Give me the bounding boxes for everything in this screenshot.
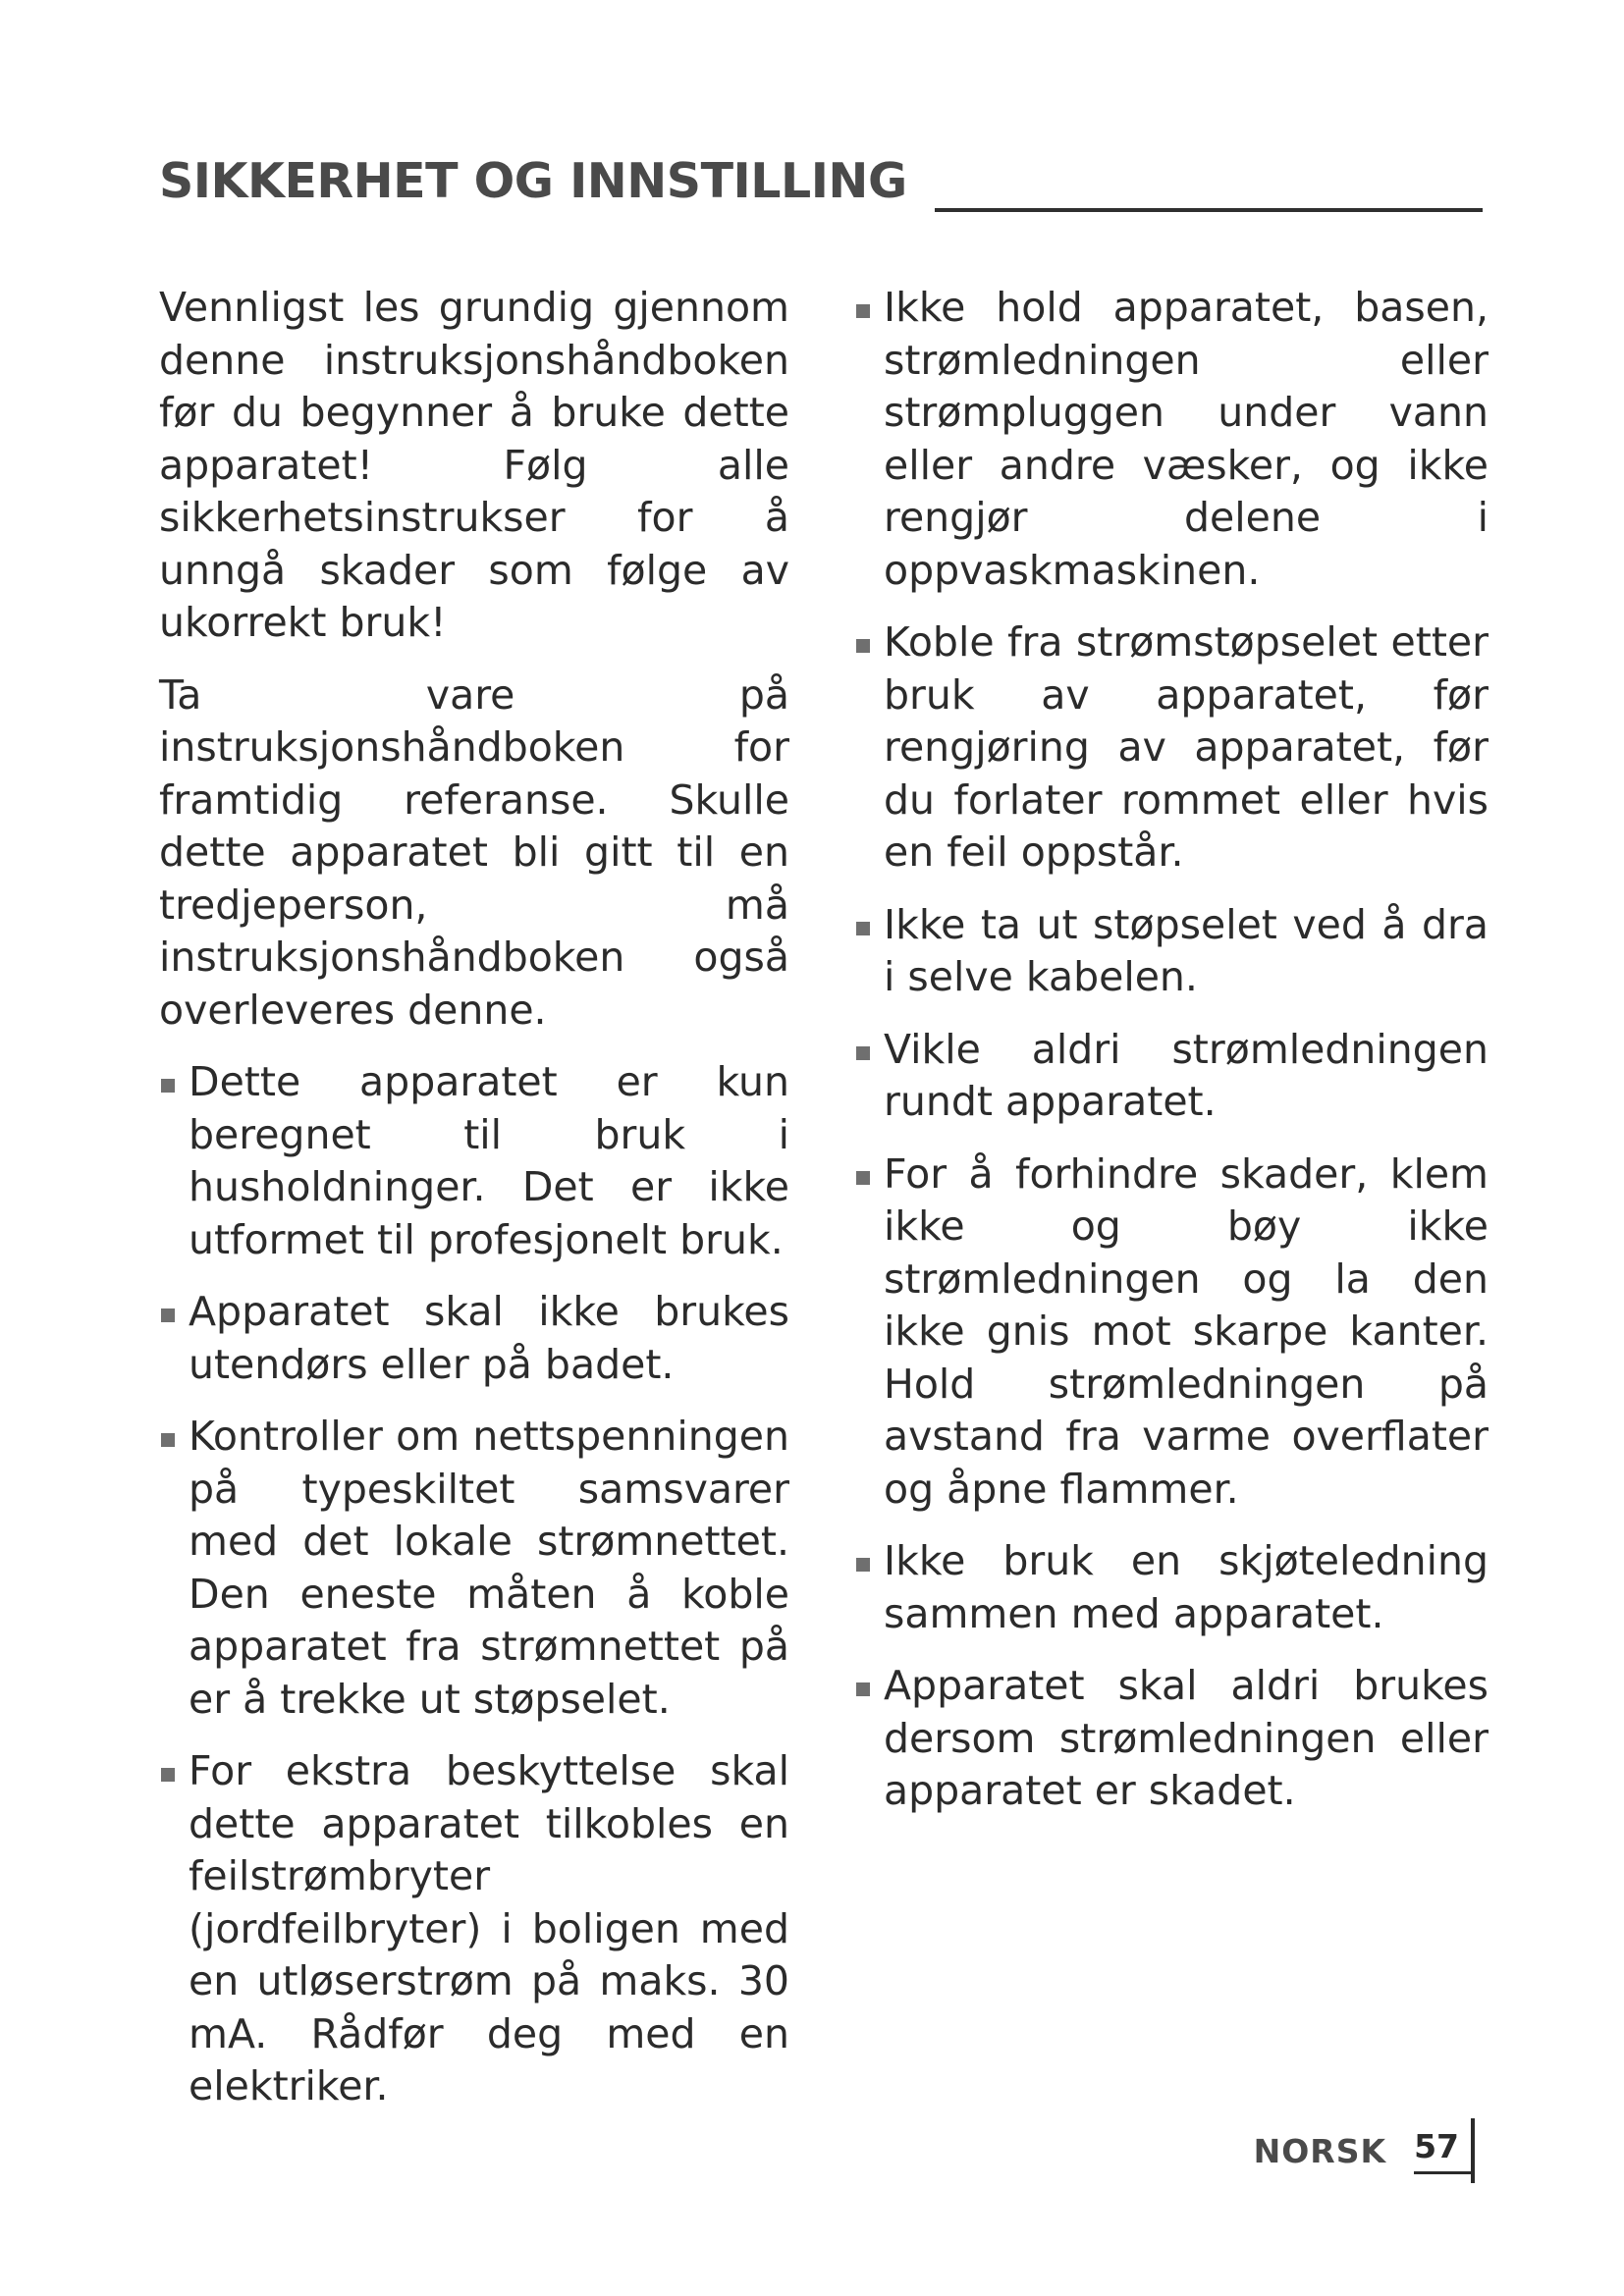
page-number: 57 — [1414, 2127, 1471, 2174]
list-item — [854, 282, 1489, 597]
footer-language: NORSK — [1253, 2131, 1387, 2170]
list-item-text: Apparatet skal aldri brukes dersom strømledningen eller apparatet er skadet. — [884, 1662, 1489, 1814]
list-item-text: Vikle aldri strømledningen rundt apparatet. — [884, 1025, 1489, 1125]
bullet-square-icon — [161, 1308, 175, 1322]
list-item-text: For å forhindre skader, klem ikke og bøy ikke strømledningen og la den ikke gnis mot skarpe kanter. Hold strømledningen på avstand fra varme overflater og åpne flammer. — [884, 1149, 1489, 1513]
bullet-square-icon — [856, 1171, 870, 1185]
list-item — [159, 1056, 789, 1266]
list-item-text: Kontroller om nettspenningen på typeskiltet samsvarer med det lokale strømnettet. Den eneste måten å koble apparatet fra strømnettet på er å trekke ut støpselet. — [189, 1413, 789, 1723]
right-column — [854, 282, 1489, 1838]
intro-paragraph: Vennligst les grundig gjennom denne instruksjonshåndboken før du begynner å bruke dette apparatet! Følg alle sikkerhetsinstrukser for å unngå skader som følge av ukorrekt bruk! — [159, 284, 789, 646]
bullet-square-icon — [856, 304, 870, 318]
page-header — [159, 147, 1483, 216]
title-underline — [935, 208, 1483, 212]
bullet-square-icon — [161, 1768, 175, 1782]
bullet-square-icon — [856, 1682, 870, 1696]
list-item — [159, 1411, 789, 1726]
list-item-text: Koble fra strømstøpselet etter bruk av apparatet, før rengjøring av apparatet, før du forlater rommet eller hvis en feil oppstår. — [884, 618, 1489, 876]
list-item-text: Dette apparatet er kun beregnet til bruk i husholdninger. Det er ikke utformet til profesjonelt bruk. — [189, 1058, 789, 1263]
list-item — [854, 1148, 1489, 1517]
list-item-text: Ikke ta ut støpselet ved å dra i selve kabelen. — [884, 900, 1489, 1000]
list-item — [854, 899, 1489, 1004]
list-item — [854, 1535, 1489, 1640]
list-item — [854, 616, 1489, 880]
list-item — [159, 1286, 789, 1391]
page-footer — [1254, 2118, 1475, 2183]
keep-manual-paragraph: Ta vare på instruksjonshåndboken for framtidig referanse. Skulle dette apparatet bli gitt til en tredjeperson, må instruksjonshåndboken også overleveres denne. — [159, 670, 789, 1034]
page-title: SIKKERHET OG INNSTILLING — [159, 147, 921, 216]
bullet-square-icon — [856, 1046, 870, 1060]
bullet-square-icon — [161, 1433, 175, 1447]
bullet-square-icon — [856, 639, 870, 653]
bullet-square-icon — [856, 1558, 870, 1572]
list-item-text: Apparatet skal ikke brukes utendørs eller på badet. — [189, 1288, 789, 1388]
list-item — [159, 1745, 789, 2113]
list-item-text: Ikke bruk en skjøteledning sammen med apparatet. — [884, 1537, 1489, 1637]
list-item — [854, 1024, 1489, 1129]
list-item-text: Ikke hold apparatet, basen, strømledningen eller strømpluggen under vann eller andre væsker, og ikke rengjør delene i oppvaskmaskinen. — [884, 284, 1489, 594]
list-item — [854, 1660, 1489, 1818]
left-column — [159, 282, 789, 2133]
footer-divider — [1471, 2118, 1475, 2183]
bullet-square-icon — [161, 1079, 175, 1093]
bullet-square-icon — [856, 922, 870, 935]
list-item-text: For ekstra beskyttelse skal dette apparatet tilkobles en feilstrømbryter (jordfeilbryter) i boligen med en utløserstrøm på maks. 30 mA. Rådfør deg med en elektriker. — [189, 1747, 789, 2109]
